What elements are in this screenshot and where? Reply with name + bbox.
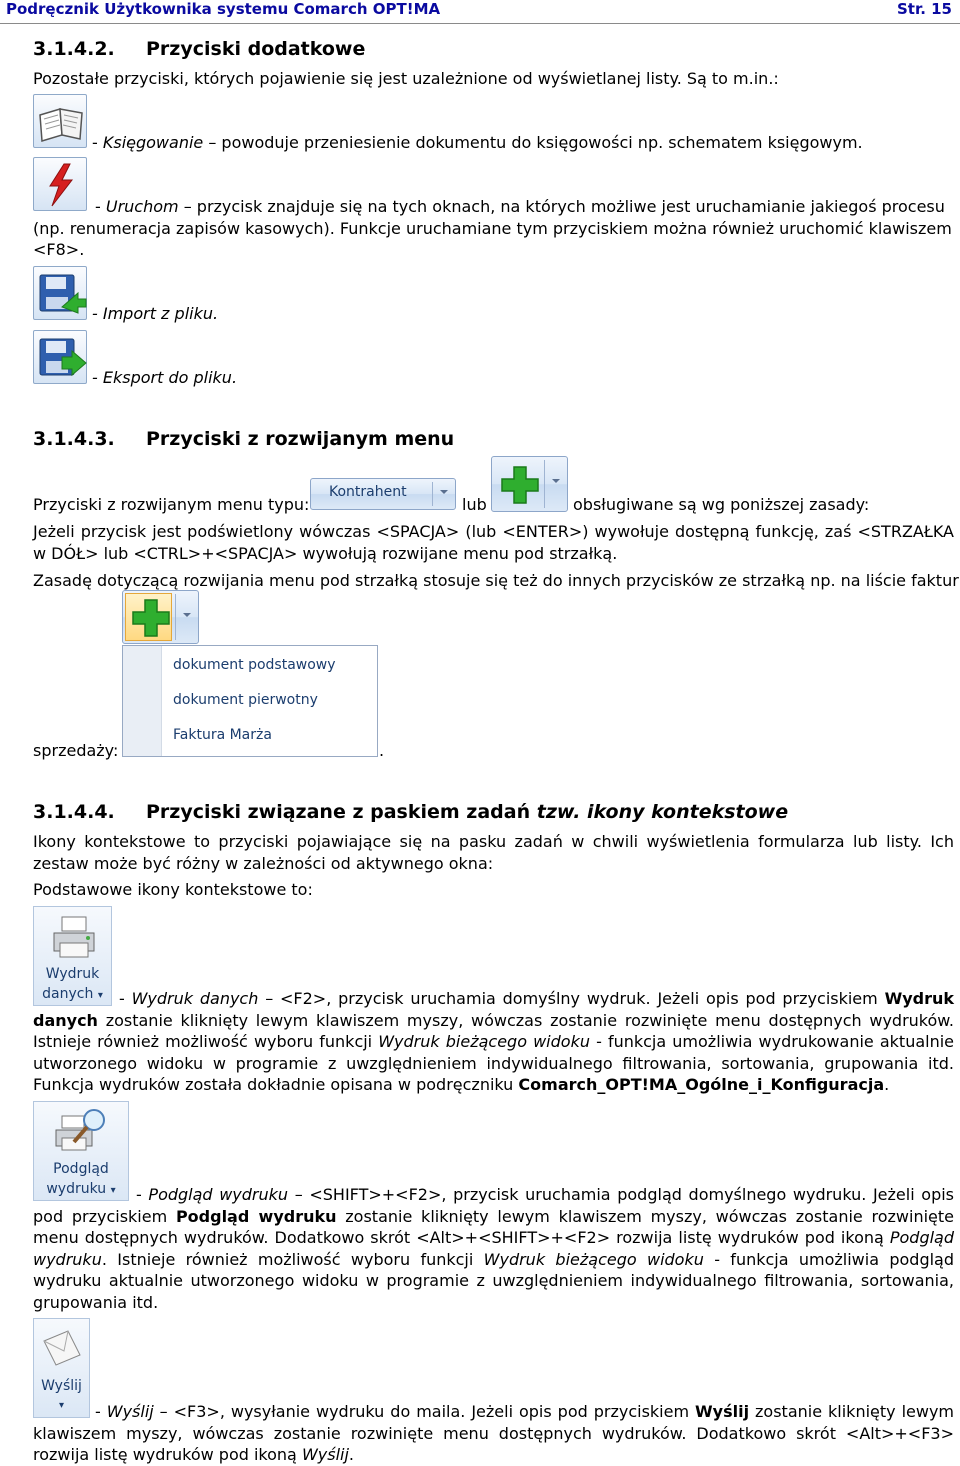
- uruchom-line2: (np. renumeracja zapisów kasowych). Funkcje uruchamiane tym przyciskiem można również uruchomić klawiszem: [33, 218, 952, 238]
- print-preview-caption-2-text: wydruku: [46, 1181, 107, 1197]
- print-preview-name: Podgląd wydruku: [148, 1185, 289, 1204]
- print-data-italic: Wydruk bieżącego widoku: [378, 1032, 590, 1051]
- dropdown-rule-paragraph: Jeżeli przycisk jest podświetlony wówczas <SPACJA> (lub <ENTER>) wywołuje dostępną funkcję, zaś <STRZAŁKA w DÓŁ> lub <CTRL>+<SPACJA> wywołują rozwijane menu pod strzałką.: [33, 522, 954, 563]
- page-number: Str. 15: [896, 0, 952, 18]
- plus-icon: [127, 592, 177, 644]
- print-preview-caption-2: wydruku ▾: [46, 1181, 116, 1197]
- sprzedazy-label: sprzedaży:: [33, 741, 119, 760]
- magnifier-printer-icon: [54, 1106, 110, 1160]
- section-number-3: 3.1.4.4.: [33, 801, 115, 823]
- section-title-1: Przyciski dodatkowe: [146, 38, 366, 60]
- section-title-3-plain: Przyciski związane z paskiem zadań: [146, 801, 537, 823]
- uruchom-paragraph: - Uruchom – przycisk znajduje się na tych oknach, na których możliwe jest uruchamianie jakiegoś procesu (np. renumeracja zapisów kasowych). Funkcje uruchamiane tym przyciskiem można również uruchomić klawiszem <F8>.: [33, 196, 954, 261]
- section-title-3-italic: tzw. ikony kontekstowe: [536, 801, 789, 823]
- kontrahent-label: Kontrahent: [329, 484, 407, 500]
- print-preview-italic-2: Wydruk bieżącego widoku: [483, 1249, 704, 1269]
- print-preview-text-4: - funkcja umożliwia podgląd wydruku aktualnie utworzonego widoku w programie z uwzględnieniem indywidualnego filtrowania, sortowania, grupowania itd.: [33, 1249, 955, 1312]
- print-preview-italic-1: Podgląd wydruku: [33, 1228, 954, 1269]
- send-caption: Wyślij: [41, 1378, 82, 1394]
- import-label: Import z pliku.: [102, 304, 219, 323]
- print-preview-bold: Podgląd wydruku: [175, 1206, 337, 1226]
- section-title-2: Przyciski z rozwijanym menu: [146, 428, 455, 450]
- print-data-caption-2: danych ▾: [42, 986, 103, 1002]
- lub-text: lub: [462, 495, 487, 514]
- send-end: .: [348, 1445, 355, 1464]
- ksiegowanie-line: - Księgowanie – powoduje przeniesienie dokumentu do księgowości np. schematem księgowym.: [92, 133, 863, 152]
- ksiegowanie-desc: powoduje przeniesienie dokumentu do księgowości np. schematem księgowym.: [221, 133, 863, 152]
- uruchom-name: Uruchom: [105, 197, 179, 216]
- split-separator: [544, 460, 545, 508]
- dropdown-other-paragraph: Zasadę dotyczącą rozwijania menu pod strzałką stosuje się też do innych przycisków ze strzałką np. na liście faktur: [33, 571, 959, 590]
- send-bold: Wyślij: [695, 1402, 750, 1421]
- export-label: Eksport do pliku.: [102, 368, 238, 387]
- send-text-1: <F3>, wysyłanie wydruku do maila. Jeżeli opis pod przyciskiem: [173, 1402, 696, 1421]
- print-data-bold-3: Comarch_OPT!MA_Ogólne_i_Konfiguracja: [518, 1075, 885, 1094]
- print-data-text-3: - funkcja umożliwia wydrukowanie aktualnie utworzonego widoku w programie z uwzględnieniem indywidualnego filtrowania, sortowania, grupowania itd. Funkcja wydruków została dokładnie opisana w podręczniku: [33, 1032, 955, 1094]
- section-number-2: 3.1.4.3.: [33, 428, 115, 450]
- dropdown-intro-pre: Przyciski z rozwijanym menu typu:: [33, 495, 310, 514]
- sprzedazy-period: .: [379, 741, 385, 760]
- dropdown-menu: [122, 645, 378, 757]
- section-title-3: [146, 801, 788, 823]
- split-separator: [175, 594, 176, 640]
- add-split-button[interactable]: [491, 456, 568, 512]
- print-preview-text-2: zostanie kliknięty lewym klawiszem myszy, wówczas zostanie rozwinięte menu dostępnych wydruków. Dodatkowo skrót <Alt>+<SHIFT>+<F2> rozwija listę wydruków pod ikoną: [33, 1206, 954, 1247]
- print-data-name: Wydruk danych: [131, 989, 259, 1008]
- page-header: [0, 0, 960, 24]
- export-icon[interactable]: [33, 330, 87, 384]
- export-line: - Eksport do pliku.: [92, 368, 238, 387]
- import-line: - Import z pliku.: [92, 304, 219, 323]
- plus-icon: [496, 459, 546, 511]
- dropdown-intro-post: obsługiwane są wg poniższej zasady:: [573, 495, 870, 514]
- print-data-caption-1: Wydruk: [45, 966, 100, 982]
- menu-icon-strip: [123, 646, 162, 756]
- print-data-bold-2: danych: [33, 1010, 98, 1030]
- send-paragraph: - Wyślij – <F3>, wysyłanie wydruku do maila. Jeżeli opis pod przyciskiem Wyślij zostanie kliknięty lewym klawiszem myszy, wówczas zostanie rozwinięte menu dostępnych wydruków. Dodatkowo skrót <Alt>+<F3> rozwija listę wydruków pod ikoną Wyślij.: [33, 1402, 955, 1464]
- uruchom-line1: przycisk znajduje się na tych oknach, na których możliwe jest uruchamianie jakiegoś procesu: [196, 197, 945, 216]
- chevron-down-icon[interactable]: ▾: [58, 1400, 65, 1411]
- print-data-text-2: zostanie kliknięty lewym klawiszem myszy, wówczas zostanie rozwinięte menu dostępnych wydruków. Istnieje również możliwość wyboru funkcji: [33, 1010, 954, 1051]
- chevron-down-icon[interactable]: [183, 613, 191, 617]
- menu-item-dokument-pierwotny[interactable]: dokument pierwotny: [173, 692, 318, 708]
- envelope-icon: [40, 1325, 84, 1375]
- book-icon[interactable]: [33, 94, 87, 148]
- section-1-intro: Pozostałe przyciski, których pojawienie się jest uzależnione od wyświetlanej listy. Są to m.in.:: [33, 69, 779, 88]
- import-icon[interactable]: [33, 266, 87, 320]
- send-italic: Wyślij: [301, 1445, 349, 1464]
- print-data-paragraph: - Wydruk danych – <F2>, przycisk uruchamia domyślny wydruk. Jeżeli opis pod przyciskiem Wydruk danych zostanie kliknięty lewym klawiszem myszy, wówczas zostanie rozwinięte menu dostępnych wydruków. Istnieje również możliwość wyboru funkcji Wydruk bieżącego widoku - funkcja umożliwia wydrukowanie aktualnie utworzonego widoku w programie z uwzględnieniem indywidualnego filtrowania, sortowania, grupowania itd. Funkcja wydruków została dokładnie opisana w podręczniku Comarch_OPT!MA_Ogólne_i_Konfiguracja.: [33, 989, 955, 1094]
- print-data-caption-2-text: danych: [42, 986, 94, 1002]
- basic-icons-label: Podstawowe ikony kontekstowe to:: [33, 880, 313, 899]
- print-preview-caption-1: Podgląd: [53, 1161, 109, 1177]
- chevron-down-icon[interactable]: [552, 479, 560, 483]
- header-divider: [0, 23, 960, 24]
- print-data-bold-1: Wydruk: [884, 989, 955, 1008]
- split-separator: [432, 482, 433, 506]
- section-number-1: 3.1.4.2.: [33, 38, 115, 60]
- document-title: Podręcznik Użytkownika systemu Comarch OPT!MA: [6, 0, 441, 18]
- print-data-text-1: <F2>, przycisk uruchamia domyślny wydruk. Jeżeli opis pod przyciskiem: [280, 989, 885, 1008]
- print-preview-paragraph: - Podgląd wydruku – <SHIFT>+<F2>, przycisk uruchamia podgląd domyślnego wydruku. Jeżeli opis pod przyciskiem Podgląd wydruku zostanie kliknięty lewym klawiszem myszy, wówczas zostanie rozwinięte menu dostępnych wydruków. Dodatkowo skrót <Alt>+<SHIFT>+<F2> rozwija listę wydruków pod ikoną Podgląd wydruku. Istnieje również możliwość wyboru funkcji Wydruk bieżącego widoku - funkcja umożliwia podgląd wydruku aktualnie utworzonego widoku w programie z uwzględnieniem indywidualnego filtrowania, sortowania, grupowania itd.: [33, 1185, 955, 1312]
- send-name: Wyślij: [106, 1402, 154, 1421]
- menu-item-faktura-marza[interactable]: Faktura Marża: [173, 727, 272, 743]
- print-preview-text-1: <SHIFT>+<F2>, przycisk uruchamia podgląd domyślnego wydruku. Jeżeli opis pod przyciskiem: [33, 1185, 955, 1226]
- printer-icon: [48, 913, 100, 965]
- chevron-down-icon[interactable]: [440, 490, 448, 494]
- add-split-button-open[interactable]: [122, 590, 199, 644]
- context-icons-intro: Ikony kontekstowe to przyciski pojawiające się na pasku zadań w chwili wyświetlenia formularza lub listy. Ich zestaw może być różny w zależności od aktywnego okna:: [33, 832, 954, 873]
- send-text-2: zostanie kliknięty lewym klawiszem myszy, wówczas zostanie rozwinięte menu dostępnych wydruków. Dodatkowo skrót <Alt>+<F3> rozwija listę wydruków pod ikoną: [33, 1402, 955, 1464]
- kontrahent-split-button[interactable]: [310, 478, 456, 510]
- print-data-end: .: [884, 1075, 890, 1094]
- ksiegowanie-name: Księgowanie: [102, 133, 204, 152]
- menu-item-dokument-podstawowy[interactable]: dokument podstawowy: [173, 657, 336, 673]
- print-preview-text-3: . Istnieje również możliwość wyboru funkcji: [101, 1249, 484, 1269]
- uruchom-line3: <F8>.: [33, 240, 85, 259]
